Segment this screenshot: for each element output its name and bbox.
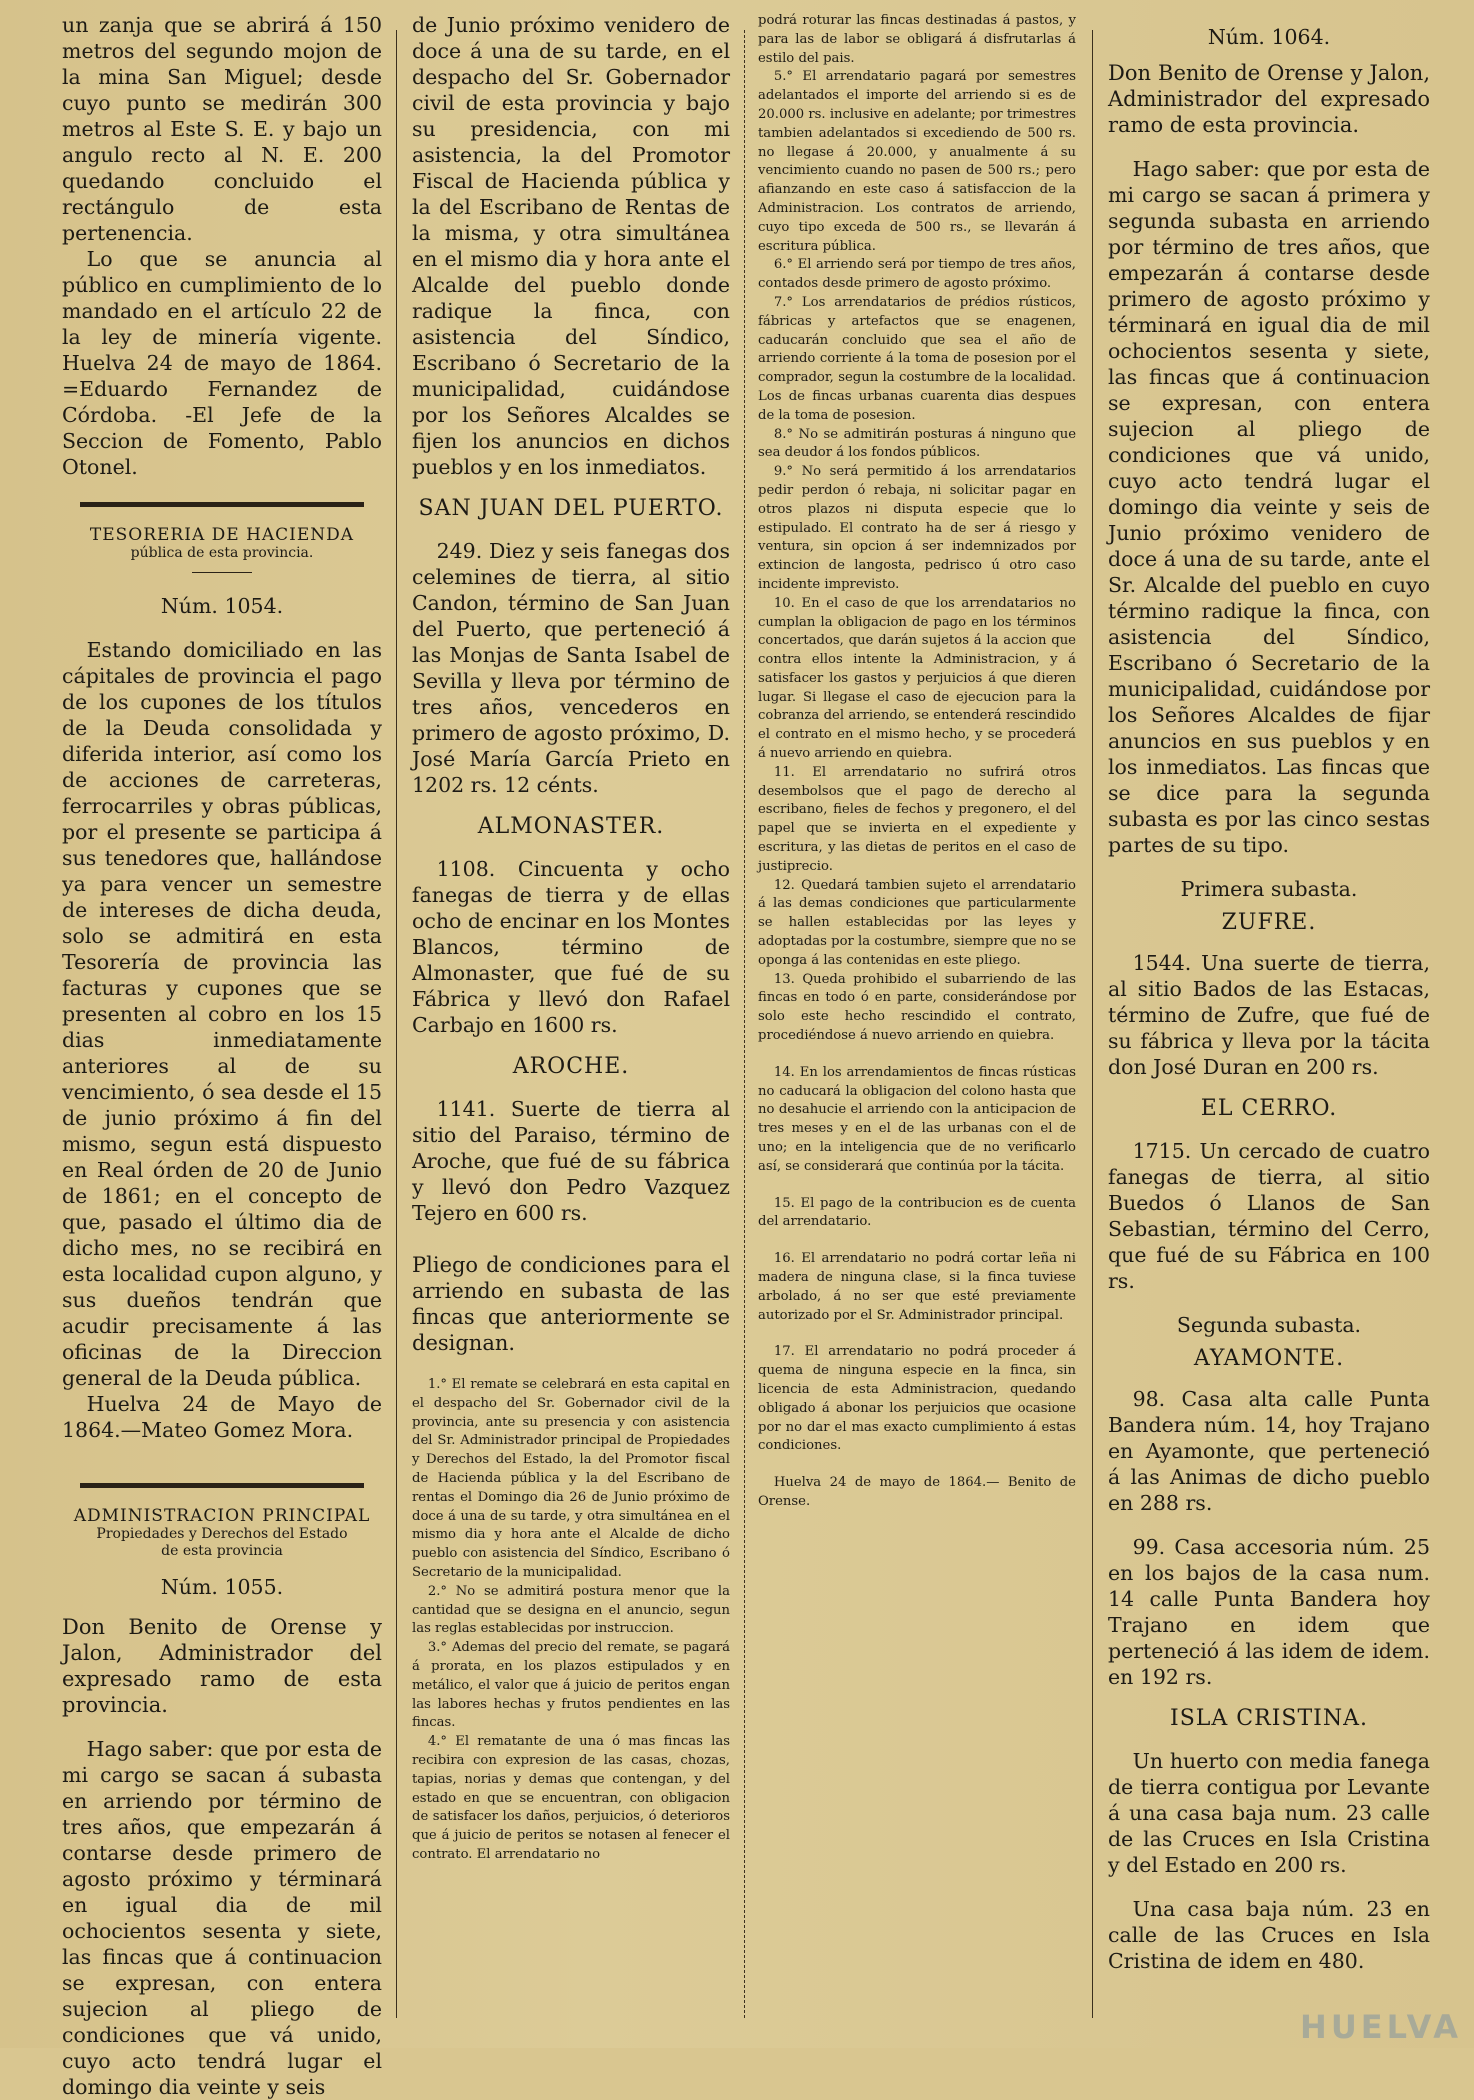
auction-notice-continued: de Junio próximo venidero de doce á una de su tarde, en el despacho del Sr. Gobernador civil de esta provincia y bajo su presidencia, con mi asistencia, la del Promotor Fiscal de Hacienda pública y la del Escribano de Rentas de la misma, y otra simultánea en el mismo dia y hora ante el Alcalde del pueblo donde radique la finca, con asistencia del Síndico, Escribano ó Secretario de la municipalidad, cuidándose por los Señores Alcaldes se fijen los anuncios en dichos pueblos y en los inmediatos. (412, 13, 730, 479)
place-heading: EL CERRO. (1200, 1096, 1338, 1121)
office-heading: ADMINISTRACION PRINCIPAL (73, 1506, 371, 1526)
column-2 (412, 12, 730, 2038)
place-heading: SAN JUAN DEL PUERTO. (418, 496, 724, 521)
condition-item: 11. El arrendatario no sufrirá otros desembolsos que el pago de derecho al escribano, fieles de fechos y pregonero, el del papel que se invierta en el expediente y escritura, y las dietas de peritos en el caso de justiprecio. (758, 764, 1076, 874)
short-divider (192, 572, 252, 573)
auction-notice-text: Hago saber: que por esta de mi cargo se sacan á primera y segunda subasta en arriendo por término de tres años, que empezarán á contarse desde primero de agosto próximo y términará en igual dia de mil ochocientos sesenta y siete, las fincas que á continuacion se expresan, con entera sujecion al pliego de condiciones que vá unido, cuyo acto tendrá lugar el domingo dia veinte y seis de Junio próximo venidero de doce á una de su tarde, ante el Sr. Alcalde del pueblo en cuyo término radique la finca, con asistencia del Síndico, Escribano ó Secretario de la municipalidad, cuidándose por los Señores Alcaldes de fijar anuncios en sus pueblos y en los inmediatos. Las fincas que se dice para la segunda subasta es por las cinco sestas partes de su tipo. (1108, 157, 1430, 857)
section-divider (80, 1483, 364, 1488)
condition-item: 13. Queda prohibido el subarriendo de las fincas en todo ó en parte, considerándose por solo este hecho rescindido el contrato, procediéndose á nuevo arriendo en quiebra. (758, 971, 1076, 1044)
place-heading: AYAMONTE. (1193, 1346, 1345, 1371)
column-rule (396, 30, 397, 2018)
condition-item: 14. En los arrendamientos de fincas rústicas no caducará la obligacion del colono hasta que no desahucie el arriendo con la anticipacion de tres meses y en el de las urbanas con el de uno; en la inteligencia que de no verificarlo así, se considerará que continúa por la tácita. (758, 1064, 1076, 1174)
place-heading: AROCHE. (512, 1054, 630, 1079)
mining-notice-closing: Lo que se anuncia al público en cumplimiento de lo mandado en el artículo 22 de la ley de minería vigente. Huelva 24 de mayo de 1864. =Eduardo Fernandez de Córdoba. -El Jefe de la Seccion de Fomento, Pablo Otonel. (62, 247, 382, 479)
condition-item: 15. El pago de la contribucion es de cuenta del arrendatario. (758, 1195, 1076, 1230)
place-heading: ISLA CRISTINA. (1170, 1706, 1368, 1731)
condition-item: 6.° El arriendo será por tiempo de tres años, contados desde primero de agosto próximo. (758, 257, 1076, 292)
place-heading: ALMONASTER. (477, 814, 665, 839)
property-listing: 1108. Cincuenta y ocho fanegas de tierra y de ellas ocho de encinar en los Montes Blancos, término de Almonaster, que fué de su Fábrica y llevó don Rafael Carbajo en 1600 rs. (412, 857, 730, 1037)
property-listing: 249. Diez y seis fanegas dos celemines de tierra, al sitio Candon, término de San Juan del Puerto, que perteneció á las Monjas de Santa Isabel de Sevilla y lleva por término de tres años, vencederos en primero de agosto próximo, D. José María García Prieto en 1202 rs. 12 cénts. (412, 539, 730, 797)
administrator-intro: Don Benito de Orense y Jalon, Administrador del expresado ramo de esta provincia. (1108, 61, 1430, 137)
office-subheading: de esta provincia (161, 1543, 283, 1559)
place-heading: ZUFRE. (1221, 910, 1317, 935)
treasury-notice-text: Estando domiciliado en las cápitales de provincia el pago de los cupones de los títulos de la Deuda consolidada y diferida interior, así como los de acciones de carreteras, ferrocarriles y obras públicas, por el presente se participa á sus tenedores que, hallándose ya para vencer un semestre de intereses de dicha deuda, solo se admitirá en esta Tesorería de provincia las facturas y cupones que se presenten al cobro en los 15 dias inmediatamente anteriores al de su vencimiento, ó sea desde el 15 de junio próximo á fin del mismo, segun está dispuesto en Real órden de 20 de Junio de 1861; en el concepto de que, pasado el último dia de dicho mes, no se recibirá en esta localidad cupon alguno, y sus dueños tendrán que acudir precisamente á las oficinas de la Direccion general de la Deuda pública. (62, 638, 382, 1390)
section-divider (80, 502, 364, 507)
auction-notice-text: Hago saber: que por esta de mi cargo se sacan á subasta en arriendo por término de tres años, que empezarán á contarse desde primero de agosto próximo y términará en igual dia de mil ochocientos sesenta y siete, las fincas que á continuacion se expresan, con entera sujecion al pliego de condiciones que vá unido, cuyo acto tendrá lugar el domingo dia veinte y seis (62, 1737, 382, 2099)
office-subheading: Propiedades y Derechos del Estado (96, 1526, 348, 1542)
conditions-list (412, 1376, 730, 1865)
notice-number: Núm. 1054. (160, 594, 284, 618)
condition-item: 7.° Los arrendatarios de prédios rústicos, fábricas y artefactos que se enagenen, caducarán concluido que sea el año de arriendo corriente á la toma de posesion por el comprador, segun la costumbre de la localidad. Los de fincas urbanas cuarenta dias despues de la toma de posesion. (758, 294, 1076, 423)
property-listing: 1544. Una suerte de tierra, al sitio Bados de las Estacas, término de Zufre, que fué de su fábrica y lleva por la tácita don José Duran en 200 rs. (1108, 951, 1430, 1079)
condition-item: 3.° Ademas del precio del remate, se pagará á prorata, en los plazos estipulados y en metálico, el valor que á juicio de peritos engan las labores hechas y frutos pendientes en las fincas. (412, 1640, 730, 1731)
conditions-heading: Pliego de condiciones para el arriendo en subasta de las fincas que anteriormente se designan. (412, 1253, 730, 1355)
property-listing: 1715. Un cercado de cuatro fanegas de tierra, al sitio Buedos ó Llanos de San Sebastian, término del Cerro, que fué de su Fábrica en 100 rs. (1108, 1139, 1430, 1293)
column-4 (1108, 12, 1430, 2038)
property-listing: Una casa baja núm. 23 en calle de las Cruces en Isla Cristina de idem en 480. (1108, 1897, 1430, 1973)
condition-item: podrá roturar las fincas destinadas á pastos, y para las de labor se obligará á disfrutarlas á estilo del pais. (758, 13, 1076, 66)
property-listing: 98. Casa alta calle Punta Bandera núm. 14, hoy Trajano en Ayamonte, que perteneció á las Animas de dicho pueblo en 288 rs. (1108, 1387, 1430, 1515)
office-heading: TESORERIA DE HACIENDA (89, 525, 355, 545)
condition-item: 10. En el caso de que los arrendatarios no cumplan la obligacion de pago en los términos concertados, que darán sujetos á la accion que contra ellos intente la Administracion, y á satisfacer los gastos y perjuicios á que dieren lugar. Si llegase el caso de ejecucion para la cobranza del arriendo, se entenderá rescindido el contrato en el mismo hecho, y se procederá á nuevo arriendo en quiebra. (758, 595, 1076, 762)
office-subheading: pública de esta provincia. (130, 545, 314, 561)
subasta-heading: Primera subasta. (1180, 877, 1358, 901)
condition-item: 17. El arrendatario no podrá proceder á quema de ninguna especie en la finca, sin licencia de esta Administracion, quedando obligado á abonar los perjuicios que ocasione por no dar el mas exacto cumplimiento á estas condiciones. (758, 1344, 1076, 1454)
column-rule (744, 30, 745, 2018)
notice-number: Núm. 1055. (160, 1575, 284, 1599)
property-listing: 99. Casa accesoria núm. 25 en los bajos de la casa num. 14 calle Punta Bandera hoy Trajano en idem que perteneció á las idem de idem. en 192 rs. (1108, 1535, 1430, 1689)
column-1 (62, 12, 382, 2099)
archive-watermark: HUELVA (1300, 2008, 1462, 2046)
mining-notice-text: un zanja que se abrirá á 150 metros del segundo mojon de la mina San Miguel; desde cuyo punto se medirán 300 metros al Este S. E. y bajo un angulo recto al N. E. 200 quedando concluido el rectángulo de esta pertenencia. (62, 13, 382, 245)
condition-item: 16. El arrendatario no podrá cortar leña ni madera de ninguna clase, si la finca tuviese arbolado, á no ser que esté previamente autorizado por el Sr. Administrador principal. (758, 1251, 1076, 1323)
column-rule (1092, 30, 1093, 2018)
column-3 (758, 12, 1076, 2038)
conditions-signature: Huelva 24 de mayo de 1864.— Benito de Orense. (758, 1475, 1076, 1509)
condition-item: 8.° No se admitirán posturas á ninguno que sea deudor á los fondos públicos. (758, 426, 1076, 461)
condition-item: 1.° El remate se celebrará en esta capital en el despacho del Sr. Gobernador civil de la provincia, ante su presencia y con asistencia del Sr. Administrador principal de Propiedades y Derechos del Estado, la del Promotor fiscal de Hacienda pública y la del Escribano de rentas el Domingo dia 26 de Junio próximo de doce á una de su tarde, y otra simultánea en el mismo dia y hora ante el Alcalde de dicho pueblo con asistencia del Síndico, Escribano ó Secretario de la municipalidad. (412, 1377, 730, 1580)
condition-item: 9.° No será permitido á los arrendatarios pedir perdon ó rebaja, ni solicitar pagar en otros plazos ni disputa especie que lo estipulado. El contrato ha de ser á riesgo y ventura, sin opcion á ser indemnizados por extincion de langosta, pedrisco ú otro caso incidente imprevisto. (758, 464, 1076, 592)
treasury-notice-signature: Huelva 24 de Mayo de 1864.—Mateo Gomez Mora. (62, 1392, 382, 1442)
property-listing: 1141. Suerte de tierra al sitio del Paraiso, término de Aroche, que fué de su fábrica y llevó don Pedro Vazquez Tejero en 600 rs. (412, 1097, 730, 1225)
condition-item: 2.° No se admitirá postura menor que la cantidad que se designa en el anuncio, segun las reglas establecidas por instruccion. (412, 1583, 730, 1637)
property-listing: Un huerto con media fanega de tierra contigua por Levante á una casa baja num. 23 calle de las Cruces en Isla Cristina y del Estado en 200 rs. (1108, 1749, 1430, 1877)
subasta-heading: Segunda subasta. (1176, 1313, 1362, 1337)
condition-item: 5.° El arrendatario pagará por semestres adelantados el importe del arriendo si es de 20.000 rs. inclusive en adelante; por trimestres tambien adelantados si excediendo de 500 rs. no llegase á 20.000, y anualmente á su vencimiento cuando no pasen de 500 rs.; pero afianzando en este caso á satisfaccion de la Administracion. Los contratos de arriendo, cuyo tipo exceda de 500 rs., se llevarán á escritura pública. (758, 69, 1076, 254)
condition-item: 4.° El rematante de una ó mas fincas las recibira con expresion de las casas, chozas, tapias, norias y demas que contengan, y del estado en que se encuentran, con obligacion de satisfacer los daños, perjuicios, ó deterioros que á juicio de peritos se notasen al fenecer el contrato. El arrendatario no (412, 1734, 730, 1862)
condition-item: 12. Quedará tambien sujeto el arrendatario á las demas condiciones que particularmente se hallen establecidas por las leyes y adoptadas por la costumbre, siempre que no se oponga á las contenidas en este pliego. (758, 877, 1076, 968)
administrator-intro: Don Benito de Orense y Jalon, Administrador del expresado ramo de esta provincia. (62, 1615, 382, 1717)
notice-number: Núm. 1064. (1207, 25, 1331, 49)
